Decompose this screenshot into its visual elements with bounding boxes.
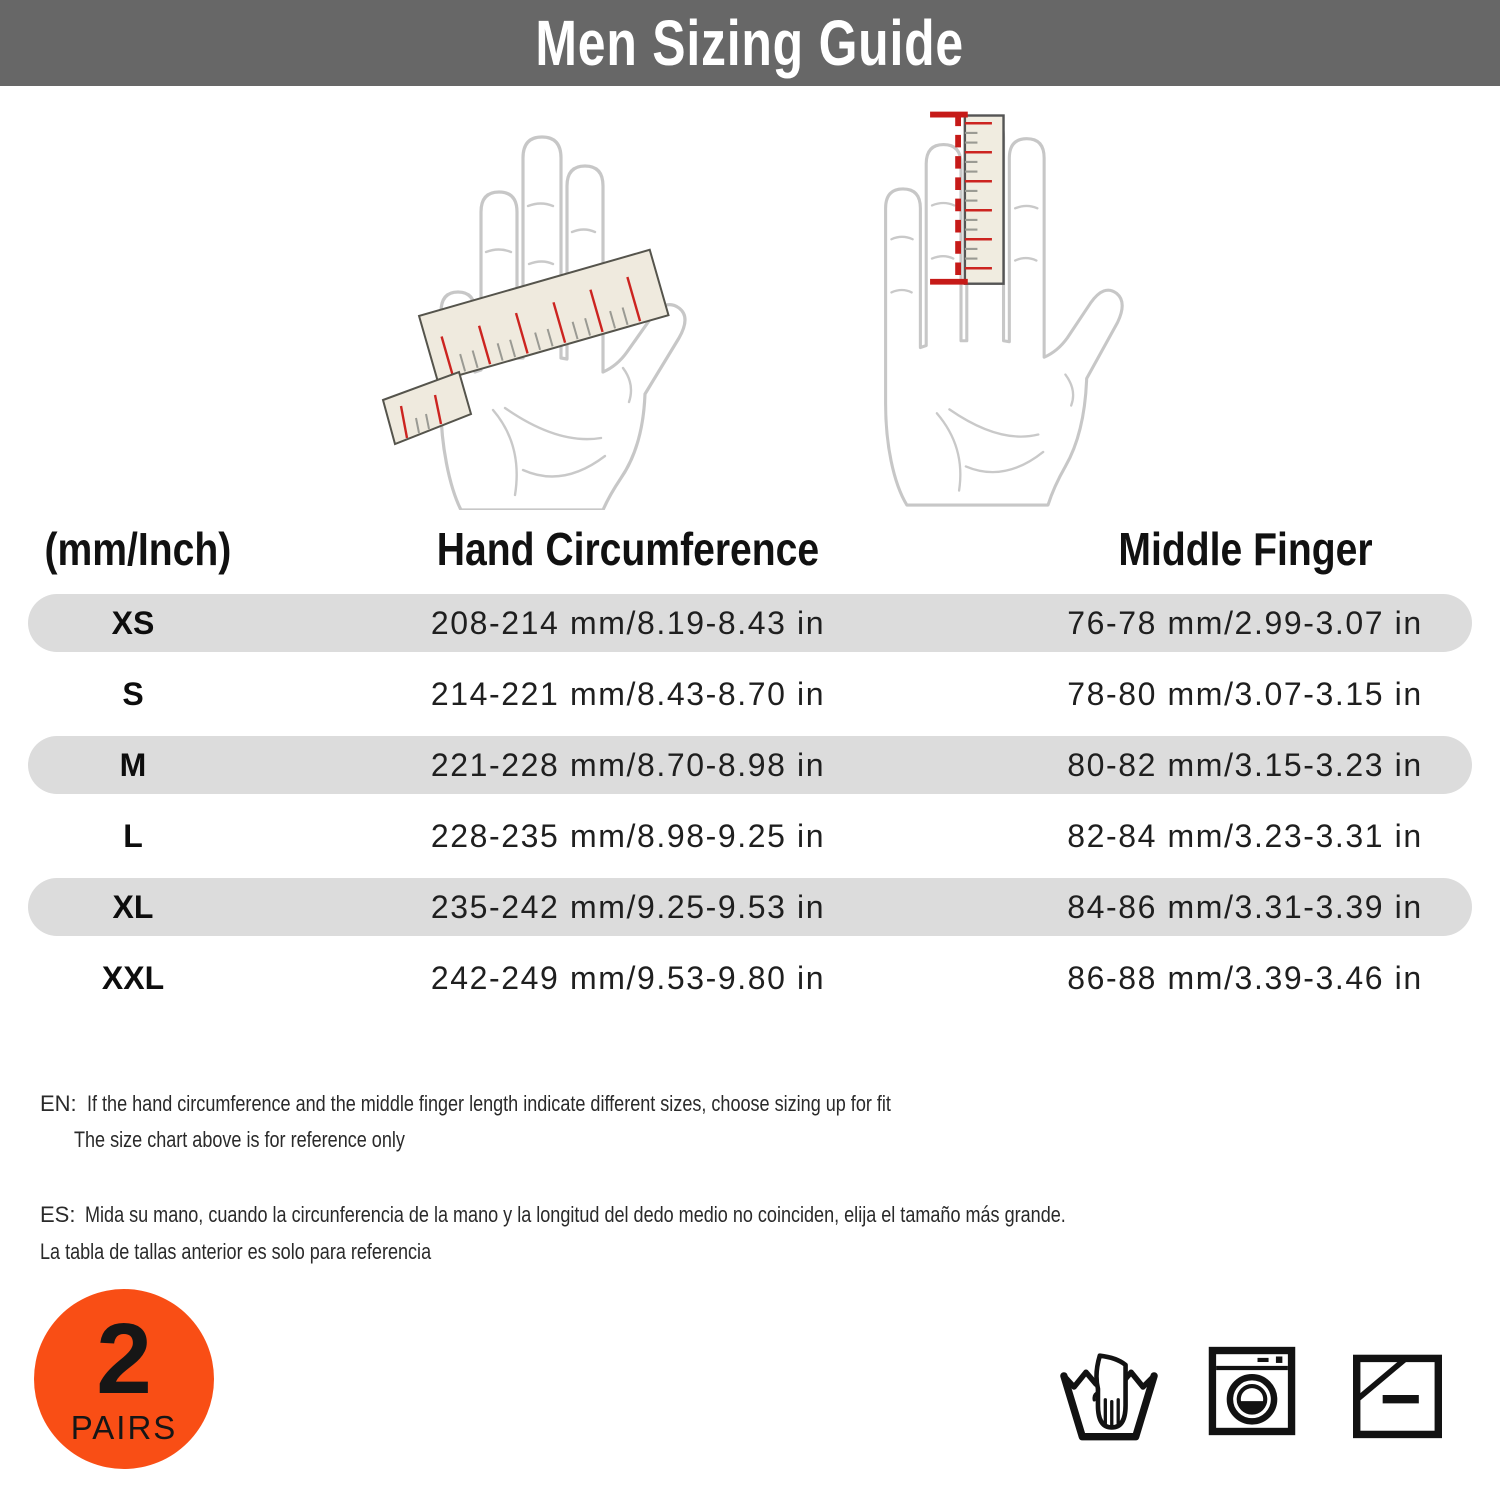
hand-circumference-value: 208-214 mm/8.19-8.43 in bbox=[430, 604, 826, 641]
middle-finger-value: 82-84 mm/3.23-3.31 in bbox=[1067, 817, 1423, 854]
middle-finger-value: 78-80 mm/3.07-3.15 in bbox=[1067, 675, 1423, 712]
middle-finger-value: 76-78 mm/2.99-3.07 in bbox=[1067, 604, 1423, 641]
pairs-count-badge bbox=[34, 1289, 214, 1469]
hand-circumference-illustration bbox=[372, 100, 724, 510]
table-row-xl bbox=[28, 878, 1472, 936]
measurement-illustrations bbox=[0, 95, 1500, 515]
machine-wash-icon bbox=[1206, 1343, 1298, 1439]
table-row-l bbox=[28, 807, 1472, 865]
hand-circumference-value: 221-228 mm/8.70-8.98 in bbox=[430, 746, 826, 783]
size-label: S bbox=[122, 675, 144, 712]
note-en-line1: If the hand circumference and the middle finger length indicate different sizes, choose sizing up for fit bbox=[86, 1091, 891, 1116]
column-header-hand-circumference: Hand Circumference bbox=[436, 523, 820, 575]
size-label: XL bbox=[112, 888, 154, 925]
table-row-xxl bbox=[28, 949, 1472, 1007]
size-table-header bbox=[28, 522, 1472, 576]
hand-circumference-value: 228-235 mm/8.98-9.25 in bbox=[430, 817, 826, 854]
note-es-line1: Mida su mano, cuando la circunferencia de la mano y la longitud del dedo medio no coinciden, elija el tamaño más grande. bbox=[85, 1202, 1067, 1227]
table-row-s bbox=[28, 665, 1472, 723]
hand-with-ruler-icon bbox=[845, 97, 1135, 512]
note-en-line2: The size chart above is for reference only bbox=[74, 1127, 405, 1152]
table-row-m bbox=[28, 736, 1472, 794]
pairs-label: PAIRS bbox=[70, 1408, 178, 1446]
middle-finger-value: 86-88 mm/3.39-3.46 in bbox=[1067, 959, 1423, 996]
note-en bbox=[40, 1086, 1067, 1158]
middle-finger-illustration bbox=[845, 97, 1135, 512]
page-title: Men Sizing Guide bbox=[535, 7, 965, 79]
hand-circumference-value: 235-242 mm/9.25-9.53 in bbox=[430, 888, 826, 925]
pairs-number: 2 bbox=[96, 1302, 152, 1415]
note-es-line2: La tabla de tallas anterior es solo para referencia bbox=[40, 1239, 432, 1264]
column-header-unit: (mm/Inch) bbox=[44, 523, 232, 575]
note-es bbox=[40, 1196, 1282, 1270]
size-label: XXL bbox=[101, 959, 165, 996]
column-header-middle-finger: Middle Finger bbox=[1117, 523, 1373, 575]
middle-finger-value: 84-86 mm/3.31-3.39 in bbox=[1067, 888, 1423, 925]
size-label: XS bbox=[111, 604, 155, 641]
hand-circumference-value: 242-249 mm/9.53-9.80 in bbox=[430, 959, 826, 996]
hand-wash-icon bbox=[1056, 1352, 1162, 1444]
size-label: M bbox=[119, 746, 147, 783]
table-row-xs bbox=[28, 594, 1472, 652]
size-label: L bbox=[123, 817, 143, 854]
title-bar bbox=[0, 0, 1500, 86]
dry-flat-in-shade-icon bbox=[1350, 1351, 1445, 1440]
ruler bbox=[965, 116, 1004, 284]
size-table bbox=[28, 594, 1472, 1020]
hand-circumference-value: 214-221 mm/8.43-8.70 in bbox=[430, 675, 826, 712]
note-en-label: EN: bbox=[40, 1091, 77, 1116]
hand-with-tape-icon bbox=[372, 100, 724, 510]
middle-finger-value: 80-82 mm/3.15-3.23 in bbox=[1067, 746, 1423, 783]
note-es-label: ES: bbox=[40, 1202, 76, 1227]
